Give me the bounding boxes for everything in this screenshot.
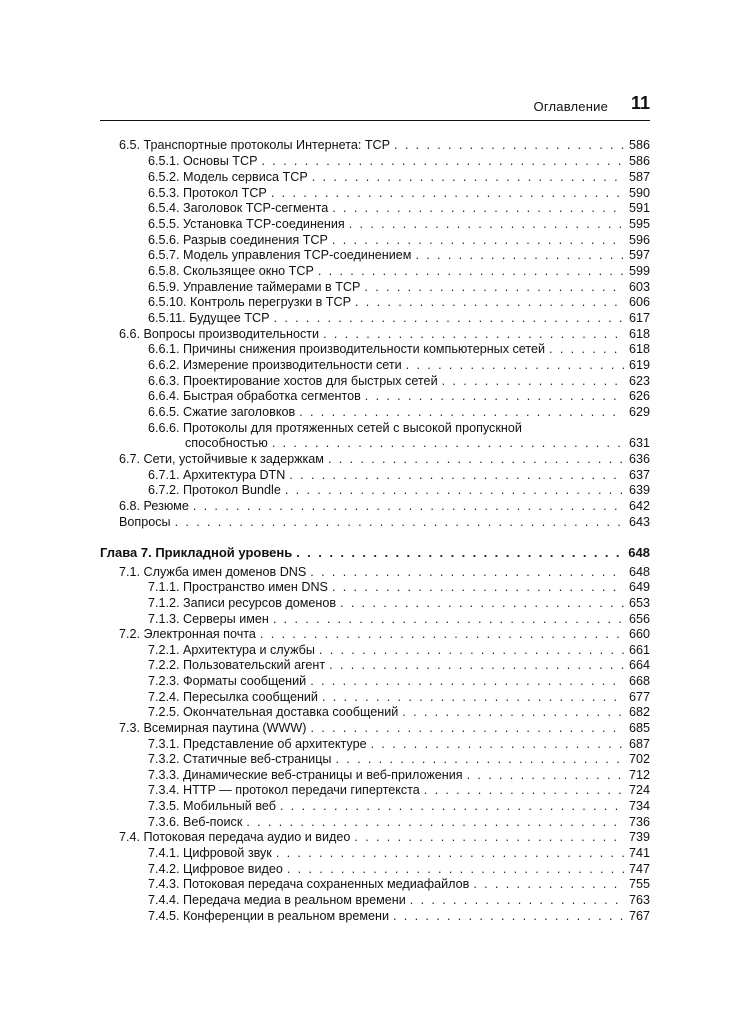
toc-entry[interactable]: 7.3.1. Представление об архитектуре . . . 687 [148, 736, 650, 752]
toc-entry[interactable]: 6.5.2. Модель сервиса TCP . . . 587 [148, 169, 650, 185]
toc-entry[interactable]: 7.3.6. Веб-поиск . . . 736 [148, 814, 650, 830]
toc-entry[interactable]: 6.5.3. Протокол TCP . . . 590 [148, 185, 650, 201]
toc-entry[interactable]: 7.4.3. Потоковая передача сохраненных медиафайлов . . . 755 [148, 876, 650, 892]
toc-entry[interactable]: 6.7.2. Протокол Bundle . . . 639 [148, 482, 650, 498]
toc-entry[interactable]: 7.2. Электронная почта . . . 660 [119, 626, 650, 642]
toc-entry[interactable]: 6.6.4. Быстрая обработка сегментов . . . 626 [148, 388, 650, 404]
toc-entry[interactable]: 6.6. Вопросы производительности . . . 618 [119, 326, 650, 342]
header-rule [100, 120, 650, 121]
toc-entry[interactable]: 7.4.4. Передача медиа в реальном времени . . . 763 [148, 892, 650, 908]
toc-entry[interactable]: 7.4. Потоковая передача аудио и видео . . . 739 [119, 829, 650, 845]
toc-chapter-entry[interactable]: Глава 7. Прикладной уровень . . . 648 [100, 545, 650, 561]
toc-entry[interactable]: 7.4.2. Цифровое видео . . . 747 [148, 861, 650, 877]
toc-entry[interactable]: 6.6.3. Проектирование хостов для быстрых сетей . . . 623 [148, 373, 650, 389]
toc-entry[interactable]: 6.5.7. Модель управления TCP-соединением . . . 597 [148, 247, 650, 263]
toc-entry[interactable]: 6.5.8. Скользящее окно TCP . . . 599 [148, 263, 650, 279]
toc-entry[interactable]: 6.5.4. Заголовок TCP-сегмента . . . 591 [148, 200, 650, 216]
toc-entry[interactable]: 7.3. Всемирная паутина (WWW) . . . 685 [119, 720, 650, 736]
toc-entry[interactable]: 7.2.5. Окончательная доставка сообщений . . . 682 [148, 704, 650, 720]
toc-entry-wrapped-line[interactable]: 6.6.6. Протоколы для протяженных сетей с высокой пропускной [148, 421, 522, 435]
toc-entry[interactable]: 7.1.3. Серверы имен . . . 656 [148, 611, 650, 627]
page-number: 11 [630, 93, 650, 113]
toc-entry[interactable]: 7.1. Служба имен доменов DNS . . . 648 [119, 564, 650, 580]
toc-entry[interactable]: 7.1.2. Записи ресурсов доменов . . . 653 [148, 595, 650, 611]
toc-entry[interactable]: 6.6.2. Измерение производительности сети . . . 619 [148, 357, 650, 373]
toc-entry[interactable]: 7.3.4. HTTP — протокол передачи гипертекста . . . 724 [148, 782, 650, 798]
toc-entry[interactable]: 6.8. Резюме . . . 642 [119, 498, 650, 514]
toc-entry[interactable]: способностью . . . 631 [185, 435, 650, 451]
toc-entry[interactable]: 7.4.1. Цифровой звук . . . 741 [148, 845, 650, 861]
toc-entry[interactable]: 7.3.5. Мобильный веб . . . 734 [148, 798, 650, 814]
toc-entry[interactable]: 7.1.1. Пространство имен DNS . . . 649 [148, 579, 650, 595]
toc-entry[interactable]: 6.5.11. Будущее TCP . . . 617 [148, 310, 650, 326]
toc-entry[interactable]: 7.3.3. Динамические веб-страницы и веб-приложения . . . 712 [148, 767, 650, 783]
toc-entry[interactable]: 6.6.5. Сжатие заголовков . . . 629 [148, 404, 650, 420]
toc-entry[interactable]: 7.2.3. Форматы сообщений . . . 668 [148, 673, 650, 689]
toc-entry[interactable]: 6.7. Сети, устойчивые к задержкам . . . 636 [119, 451, 650, 467]
toc-entry[interactable]: 7.2.2. Пользовательский агент . . . 664 [148, 657, 650, 673]
toc-entry[interactable]: 6.6.1. Причины снижения производительности компьютерных сетей . . . 618 [148, 341, 650, 357]
toc-entry[interactable]: 7.3.2. Статичные веб-страницы . . . 702 [148, 751, 650, 767]
toc-entry[interactable]: 6.5.6. Разрыв соединения TCP . . . 596 [148, 232, 650, 248]
section-title: Оглавление [533, 99, 608, 114]
toc-entry[interactable]: 6.5.5. Установка TCP-соединения . . . 595 [148, 216, 650, 232]
toc-entry[interactable]: 6.5.1. Основы TCP . . . 586 [148, 153, 650, 169]
toc-entry[interactable]: 6.5.9. Управление таймерами в TCP . . . 603 [148, 279, 650, 295]
toc-entry[interactable]: Вопросы . . . 643 [119, 514, 650, 530]
toc-entry[interactable]: 7.2.4. Пересылка сообщений . . . 677 [148, 689, 650, 705]
toc-entry[interactable]: 6.5.10. Контроль перегрузки в TCP . . . 606 [148, 294, 650, 310]
toc-entry[interactable]: 6.5. Транспортные протоколы Интернета: TCP . . . 586 [119, 137, 650, 153]
toc-entry[interactable]: 6.7.1. Архитектура DTN . . . 637 [148, 467, 650, 483]
toc-entry[interactable]: 7.2.1. Архитектура и службы . . . 661 [148, 642, 650, 658]
toc-entry[interactable]: 7.4.5. Конференции в реальном времени . . . 767 [148, 908, 650, 924]
running-header [100, 92, 650, 120]
